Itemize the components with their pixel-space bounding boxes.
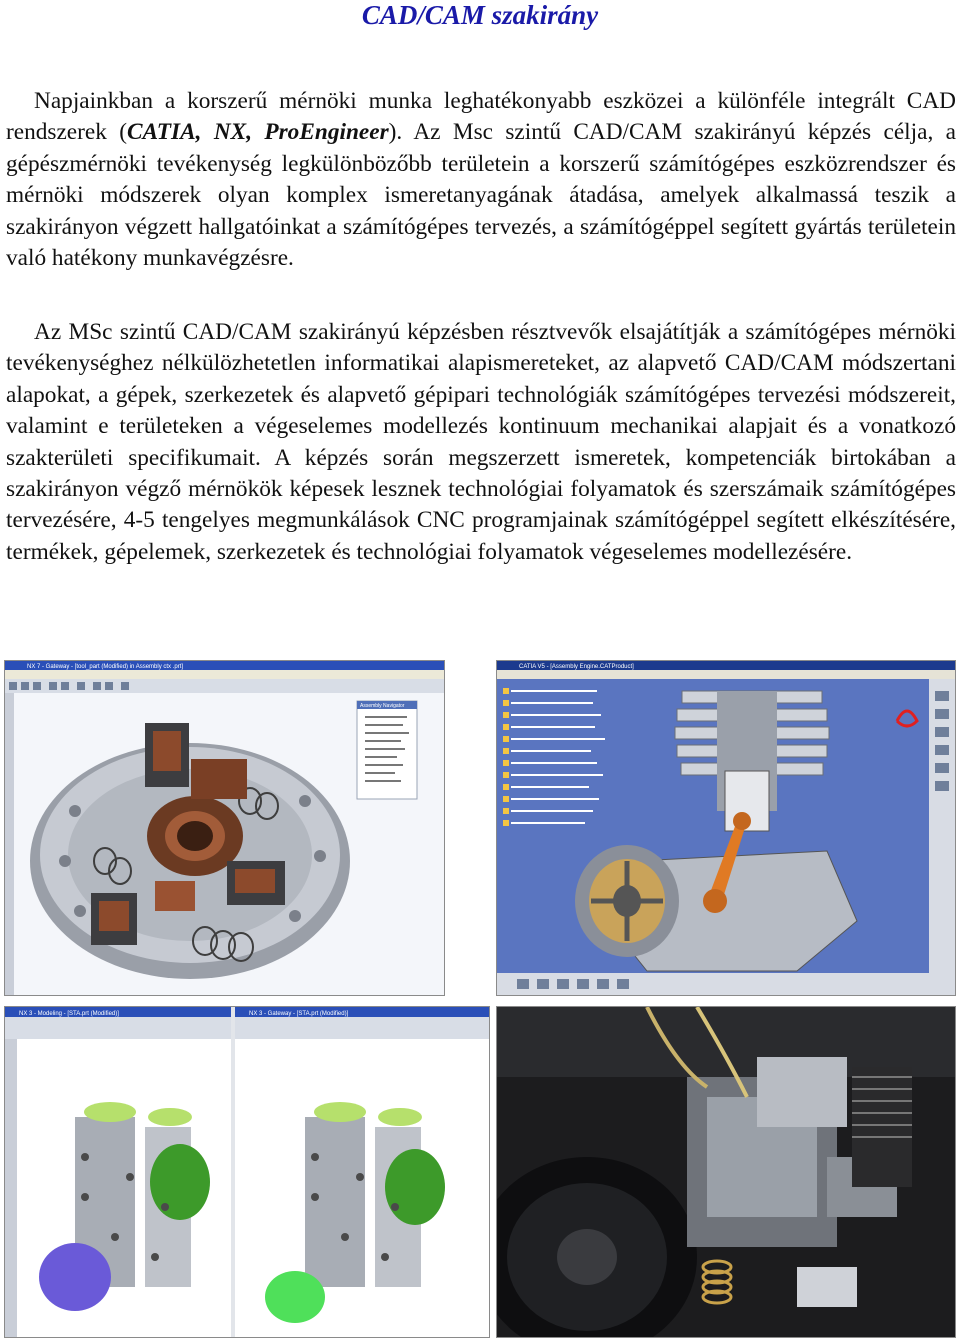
page-title: CAD/CAM szakirány (361, 0, 599, 30)
curriculum-paragraph: Az MSc szintű CAD/CAM szakirányú képzésben résztvevők elsajátítják a számítógépes mérnöki tevékenységhez nélkülözhetetlen informatikai alapismereteket, az alapvető CAD/CAM módszertani alapokat, a gépek, szerkezetek és alapvető gépipari technológiák számítógépes tervezési módszereit, valamint e területeken a végeselemes modellezés kontinuum mechanikai alapjait és a vonatkozó szakterületi specifikumait. A képzés során megszerzett ismeretek, kompetenciák birtokában a szakirányon végző mérnökök képesek lesznek technológiai folyamatok és szerszámaik számítógépes tervezésére, 4-5 tengelyes megmunkálások CNC programjainak számítógéppel segített elkészítésére, termékek, gépelemek, szerkezetek és technológiai folyamatok végeselemes modellezésére. (6, 319, 956, 565)
intro-text-rest: ). Az Msc szintű CAD/CAM szakirányú képzés célja, a gépészmérnöki tevékenység legkülönbözőbb területein a korszerű számítógépes eszközrendszer és mérnöki módszerek olyan komplex ismeretanyagának átadása, amelyek alkalmassá teszik a szakirányon végzett hallgatóinkat a számítógépes tervezés, a számítógéppel segített gyártás területein való hatékony munkavégzésre. (6, 119, 956, 272)
cnc-machine-photo (496, 1006, 956, 1338)
nx-split-screenshot (4, 1006, 490, 1338)
software-list: CATIA, NX, ProEngineer (127, 119, 389, 146)
nx-chuck-screenshot (4, 660, 445, 996)
left-window-title: NX 3 - Modeling - [STA.prt (Modified)] (19, 1011, 119, 1017)
intro-text: Napjainkban a korszerű mérnöki munka leghatékonyabb eszközei a különféle integrált CAD rendszerek ( (6, 88, 956, 146)
window-title: NX 7 - Gateway - [tool_part (Modified) in Assembly ctx .prt] (27, 664, 184, 670)
window-title: CATIA V5 - [Assembly Engine.CATProduct] (519, 664, 634, 670)
right-window-title: NX 3 - Gateway - [STA.prt (Modified)] (249, 1011, 349, 1017)
catia-engine-screenshot (496, 660, 956, 996)
navigator-title: Assembly Navigator (360, 703, 405, 709)
intro-paragraph (6, 86, 956, 274)
